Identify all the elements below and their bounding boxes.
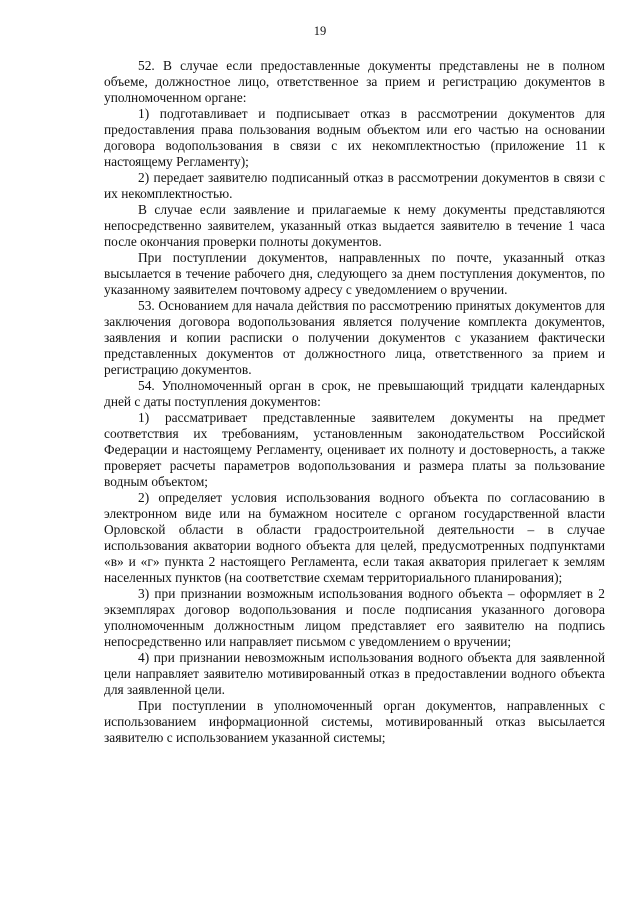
paragraph-item-54-3: 3) при признании возможным использования водного объекта – оформляет в 2 экземплярах договор водопользования и после подписания указанного договора уполномоченным должностным лицом представляет его заявителю на подпись непосредственно или направляет письмом с уведомлением о вручении;	[104, 586, 605, 649]
paragraph-item-52-intro: 52. В случае если предоставленные документы представлены не в полном объеме, должностное лицо, ответственное за прием и регистрацию документов в уполномоченном органе:	[104, 58, 605, 105]
paragraph-item-53: 53. Основанием для начала действия по рассмотрению принятых документов для заключения договора водопользования является получение комплекта документов, заявления и копии расписки о получении документов с указанием фактически представленных документов от должностного лица, ответственного за прием и регистрацию документов.	[104, 298, 605, 377]
paragraph-personal-submission: В случае если заявление и прилагаемые к нему документы представляются непосредственно заявителем, указанный отказ выдается заявителю в течение 1 часа после окончания проверки полноты документов.	[104, 202, 605, 249]
paragraph-item-52-2: 2) передает заявителю подписанный отказ в рассмотрении документов в связи с их некомплектностью.	[104, 170, 605, 201]
paragraph-postal-submission: При поступлении документов, направленных по почте, указанный отказ высылается в течение рабочего дня, следующего за днем поступления документов, по указанному заявителем почтовому адресу с уведомлением о вручении.	[104, 250, 605, 297]
paragraph-item-54-4: 4) при признании невозможным использования водного объекта для заявленной цели направляет заявителю мотивированный отказ в предоставлении водного объекта для заявленной цели.	[104, 650, 605, 697]
paragraph-item-54-1: 1) рассматривает представленные заявителем документы на предмет соответствия их требованиям, установленным законодательством Российской Федерации и настоящему Регламенту, оценивает их полноту и достоверность, а также проверяет расчеты параметров водопользования и размера платы за пользование водным объектом;	[104, 410, 605, 489]
paragraph-item-54-2: 2) определяет условия использования водного объекта по согласованию в электронном виде или на бумажном носителе с органом государственной власти Орловской области в области градостроительной деятельности – в случае использования акватории водного объекта для целей, предусмотренных подпунктами «в» и «г» пункта 2 настоящего Регламента, если такая акватория прилегает к землям населенных пунктов (на соответствие схемам территориального планирования);	[104, 490, 605, 585]
paragraph-item-54-intro: 54. Уполномоченный орган в срок, не превышающий тридцати календарных дней с даты поступления документов:	[104, 378, 605, 409]
document-body	[104, 58, 605, 746]
page-number: 19	[313, 24, 327, 38]
paragraph-electronic-submission: При поступлении в уполномоченный орган документов, направленных с использованием информационной системы, мотивированный отказ высылается заявителю с использованием указанной системы;	[104, 698, 605, 745]
paragraph-item-52-1: 1) подготавливает и подписывает отказ в рассмотрении документов для предоставления права пользования водным объектом или его частью на основании договора водопользования в связи с их некомплектностью (приложение 11 к настоящему Регламенту);	[104, 106, 605, 169]
